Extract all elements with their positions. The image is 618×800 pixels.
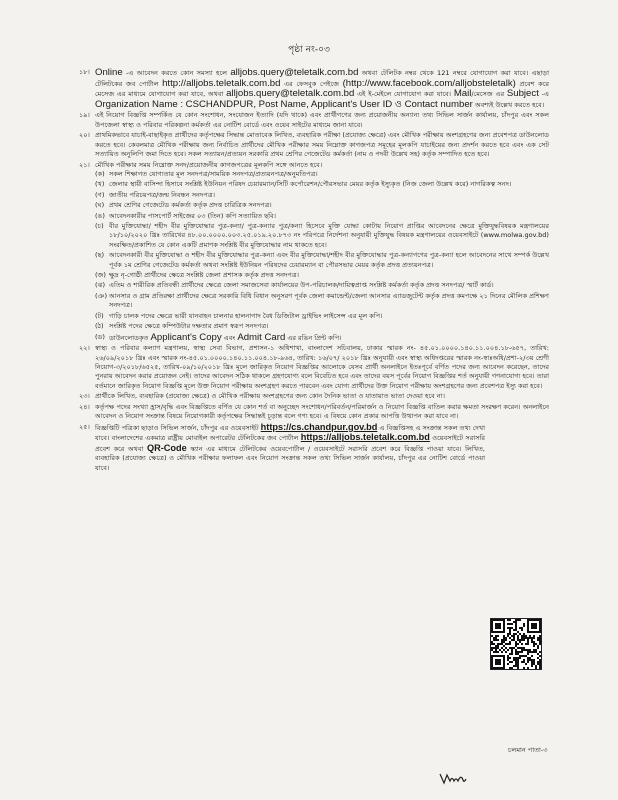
sub-item [95, 271, 549, 280]
item-number: ২২। [79, 344, 90, 353]
text-run: Mail [453, 88, 472, 99]
text-run: http://alljobs.teletalk.com.bd [162, 77, 281, 89]
sub-item [95, 180, 549, 189]
list-item [79, 161, 549, 343]
text-run: অবশ্যই উল্লেখ করতে হবে। [472, 100, 545, 109]
item-number: ২৪। [79, 403, 90, 411]
sub-item-label: (ঘ) [95, 201, 105, 210]
text-run: এই নিয়োগ বিজ্ঞপ্তি সম্পর্কিত যে কোন সংশোধন, সংযোজন ইত্যাদি (যদি থাকে) এবং প্রার্থীগণের জন্য প্রয়োজনীয় অন্যান্য তথ্য সিভিল সার্জন কার্যালয়, চাঁদপুর এবং সকল উপজেলা স্বাস্থ্য ও পরিবার পরিকল্পনা কর্মকর্তা এর নোটিশ বোর্ডে এবং ওয়েব সাইটের মাধ্যমে জানা যাবে। [95, 111, 549, 129]
item-text [95, 68, 549, 110]
sub-item-label: (ক) [95, 170, 105, 178]
list-item [79, 423, 549, 473]
text-run: প্রবেশ করে মেসেজ এর মাধ্যমে যোগাযোগ করা যাবে, অথবা [95, 79, 549, 98]
list-item [79, 344, 549, 391]
sub-list [95, 170, 549, 343]
qr-code-icon [491, 619, 541, 669]
text-run: -এ আবেদন করতে কোন সমস্যা হলে [122, 69, 231, 77]
sub-item-label: (ছ) [95, 251, 105, 260]
sub-item-text: আবেদনকারী বীর মুক্তিযোদ্ধা ও শহীদ বীর মুক্তিযোদ্ধার পুত্র-কন্যা এবং বীর মুক্তিযোদ্ধা/শহীদ বীর মুক্তিযোদ্ধার পুত্র-কন্যাগণের পুত্র-কন্যা হলে আবেদনের সাথে সম্পর্ক উল্লেখ পূর্বক ১ম শ্রেণির গেজেটেড কর্মকর্তা অথবা সংশ্লিষ্ট ইউনিয়ন পরিষদের চেয়ারম্যান বা পৌরসভার মেয়র কর্তৃক প্রদত্ত প্রত্যয়নপত্র। [109, 251, 549, 269]
text-run: alljobs.query@teletalk.com.bd [226, 88, 355, 99]
text-run: Organization Name : CSCHANDPUR, Post Name, Applicant's User ID ও Contact number [95, 98, 473, 110]
item-text [95, 344, 549, 391]
sub-item-text: আনসার ও গ্রাম প্রতিরক্ষা প্রার্থীদের ক্ষেত্রে সরকারি বিধি বিধান অনুসরণ পূর্বক জেলা কমান্ডেন্ট/জেলা আনসার এ্যাডজুটেন্ট কর্তৃক প্রদত্ত কমপক্ষে ২১ দিনের মৌলিক প্রশিক্ষণ সনদপত্র। [109, 291, 549, 310]
text-run: এই ই-মেইলে যোগাযোগ করা যাবে। [354, 90, 454, 98]
sub-item [95, 333, 549, 344]
item-number: ২০। [79, 131, 90, 140]
item-text [95, 423, 485, 473]
sub-item-text: গাড়ি চালক পদের ক্ষেত্রে ভারী যানবাহন চালনার হালনাগাদ বৈধ ডিজিটাল ড্রাইভিং লাইসেন্স এর মূল কপি। [109, 311, 383, 320]
sub-item-text: ক্ষুদ্র নৃ-গোষ্ঠী প্রার্থীদের ক্ষেত্রে সংশ্লিষ্ট জেলা প্রশাসক কর্তৃক প্রদত্ত সনদপত্র। [109, 271, 300, 280]
text-run: প্রার্থীকে লিখিত, ব্যবহারিক (প্রযোজ্য ক্ষেত্রে) ও মৌখিক পরীক্ষায় অংশগ্রহণের জন্য কোন দৈনিক ভাতা ও যাতায়াত ভাতা দেওয়া হবে না। [95, 392, 445, 401]
sub-item-text: প্রথম শ্রেণির গেজেটেড কর্মকর্তা কর্তৃক প্রদত্ত চারিত্রিক সনদপত্র। [109, 201, 272, 210]
text-run: Subject [506, 88, 539, 99]
sub-item [95, 251, 549, 270]
list-item [79, 403, 549, 422]
text-run: alljobs.query@teletalk.com.bd [230, 67, 359, 78]
item-text [95, 131, 549, 159]
item-text [95, 403, 549, 422]
text-run: -এ [538, 90, 549, 98]
text-run: এর ফেসবুক পেইজে [280, 79, 343, 88]
text-run: প্রাথমিকভাবে যাচাই-বাছাইকৃত প্রার্থীদের কর্তৃপক্ষের সিদ্ধান্ত মোতাবেক লিখিত, ব্যবহারিক পরীক্ষা (প্রযোজ্য ক্ষেত্রে) এবং মৌখিক পরীক্ষায় অংশগ্রহণের জন্য প্রবেশপত্র ডাউনলোড করতে হবে। কেবলমাত্র মৌখিক পরীক্ষায় জন্য নির্বাচিত প্রার্থীদের মৌখিক পরীক্ষার সময় নিম্নোক্ত কাগজপত্র সমূহের মূলকপি যাচাইয়ের জন্য প্রদর্শন করতে হবে এবং এক সেট সত্যায়িত অনুলিপি জমা দিতে হবে। সকল সত্যায়ন/প্রত্যয়ন সরকারি প্রথম শ্রেণির গেজেটেড কর্মকর্তা (নাম ও পদবী উল্লেখ সহ) কর্তৃক সম্পাদিত হতে হবে। [95, 131, 549, 158]
text-run: QR-Code [146, 442, 187, 453]
continued-note: চলমান পাতা-৩ [508, 746, 548, 754]
list-item [79, 131, 549, 159]
sub-item [95, 212, 549, 221]
text-run: স্ক্যান এর মাধ্যমে টেলিটকের ওয়েবপোর্টাল / ওয়েবসাইটে সরাসরি প্রবেশ করে বিজ্ঞপ্তি পাওয়া যাবে। লিখিত, ব্যবহারিক (প্রযোজ্য ক্ষেত্রে) ও মৌখিক পরীক্ষার ফলাফল এবং নিয়োগ সংক্রান্ত সকল তথ্য সিভিল সার্জন কার্যালয়, চাঁদপুর এর নোটিশ বোর্ডে পাওয়া যাবে। [95, 444, 485, 472]
signature [438, 770, 468, 786]
text-run: এর রঙিন প্রিন্ট কপি। [285, 333, 342, 342]
sub-item-text: আবেদনকারীর পাসপোর্ট সাইজের ০৩ (তিন) কপি সত্যায়িত ছবি। [109, 211, 277, 220]
sub-item-text: জাতীয় পরিচয়পত্র/জন্ম নিবন্ধন সনদপত্র। [109, 190, 216, 199]
page-number: পৃষ্ঠা নং-০৩ [288, 45, 330, 55]
text-run: ওয়েবসাইটে সরাসরি প্রবেশ করে অথবা [95, 434, 486, 453]
sub-item-label: (জ) [95, 271, 106, 280]
sub-item [95, 201, 549, 210]
sub-item-label: (ঝ) [95, 281, 106, 290]
item-number: ২৩। [79, 392, 90, 401]
sub-item-text: এতিম ও শারীরিক প্রতিবন্ধী প্রার্থীদের ক্ষেত্রে জেলা সমাজসেবা কার্যালয়ের উপ-পরিচালক/দায়িত্বপ্রাপ্ত সংশ্লিষ্ট কর্মকর্তা কর্তৃক প্রদত্ত সনদপত্র/ স্মার্ট কার্ড। [109, 281, 494, 290]
sub-item [95, 191, 549, 200]
sub-item-label: (ড) [95, 332, 105, 341]
text-run: বিজ্ঞপ্তিটি পত্রিকা ছাড়াও সিভিল সার্জন, চাঁদপুর এর ওয়েবসাইট [95, 424, 261, 432]
text-run: মৌখিক পরীক্ষার সময় নিম্নোক্ত সনদ/প্রয়োজনীয় কাগজপত্রের মূলকপি সঙ্গে আনতে হবে। [95, 160, 323, 169]
list-item [79, 392, 549, 401]
sub-item-text [109, 331, 342, 343]
sub-item-label: (ট) [95, 311, 104, 320]
text-run: কর্তৃপক্ষ পদের সংখ্যা হ্রাস/বৃদ্ধি এবং বিজ্ঞপ্তিতে বর্ণিত যে কোন শর্ত বা অনুচ্ছেদ সংশোধন/পরিবর্তন/পরিমার্জন ও নিয়োগ বিজ্ঞপ্তি বাতিল করার ক্ষমতা সংরক্ষণ করেন। অনলাইনে আবেদন ও নিয়োগ সংক্রান্ত বিষয়ে নিয়োগকারী কর্তৃপক্ষের সিদ্ধান্তই চূড়ান্ত বলে গণ্য হবে। এ বিষয়ে কোন প্রকার আপত্তি উত্থাপন করা যাবে না। [95, 403, 549, 421]
sub-item-text: সকল শিক্ষাগত যোগ্যতার মূল সনদপত্র/সাময়িক সনদপত্র/প্রত্যয়নপত্র/অনুমতিপত্র। [109, 170, 318, 178]
sub-item [95, 312, 549, 321]
list-item [79, 68, 549, 110]
text-run: /মেসেজ এর [471, 90, 507, 98]
sub-item [95, 170, 549, 179]
item-number: ১৮। [79, 68, 90, 76]
sub-item-label: (ঙ) [95, 211, 105, 220]
text-run: Applicant's Copy [150, 331, 222, 343]
text-run[interactable]: https://cs.chandpur.gov.bd [260, 422, 378, 432]
text-run: অথবা টেলিটক নম্বর থেকে 121 নম্বরে যোগাযোগ করা যাবে। এছাড়া টেলিটকের জব পোর্টাল [95, 69, 549, 88]
item-text [95, 111, 549, 130]
text-run: Online [95, 67, 123, 78]
sub-item-label: (ঞ) [95, 291, 108, 300]
text-run[interactable]: https://alljobs.teletalk.com.bd [300, 432, 430, 443]
text-run: স্বাস্থ্য ও পরিবার কল্যাণ মন্ত্রণালয়, স্বাস্থ্য সেবা বিভাগ, প্রশাসন-১ অধিশাখা, বাংলাদেশ সচিবালয়, ঢাকার স্মারক নং- ৪৫.০১.০০০০.১৪০.১১.০০৪.১৮-৬৫৭, তারিখ: ২৬/০৯/২০১৮ খ্রিঃ এবং স্মারক নং-৪৫.০১.০০০০.১৪০.১১.০০৪.১৮-৯৬৪, তারিখ: ১৬/০৭/ ২০১৮ খ্রিঃ অনুযায়ী এবং স্বাস্থ্য অধিদপ্তরের স্মারক নং-স্বাঃঅধি/প্রশা-২/৩য় শ্রেণী নিয়োগ-৩/২০১৮/৬৫২৫, তারিখ-০৯/১০/২০১৮ খ্রিঃ মূলে জারিকৃত নিয়োগ বিজ্ঞপ্তির আলোকে যেসব প্রার্থী অনলাইনে ইতঃপূর্বে বর্ণিত পদের জন্য আবেদন করেছেন, তাদের পুনরায় আবেদন করার প্রয়োজন নেই। তাদের আবেদন সঠিক থাকলে গ্রহণযোগ্য বলে বিবেচিত হবে এবং তাদের বয়স পূর্বের নিয়োগ বিজ্ঞপ্তির শর্ত অনুযায়ী গণনাযোগ্য হবে। তারা বর্তমানে জারিকৃত নিয়োগ বিজ্ঞপ্তি মূলে উক্ত নিয়োগ পরীক্ষায় অংশগ্রহণ করতে পারবেন এবং যোগ্য প্রার্থীদের উক্ত নিয়োগ পরীক্ষায় অংশগ্রহণের জন্য প্রবেশপত্র ইস্যু করা হবে। [95, 344, 549, 390]
text-run: এ বিজ্ঞপ্তিসহ এ সংক্রান্ত সকল তথ্য দেখা যাবে। বাংলাদেশের একমাত্র রাষ্ট্রীয় মোবাইল অপারেটর টেলিটকের জব পোর্টাল [95, 424, 485, 443]
item-text [95, 392, 549, 401]
sub-item [95, 322, 549, 331]
sub-item-label: (গ) [95, 190, 105, 199]
sub-item-text: জেলার স্থায়ী বাসিন্দা হিসাবে সংশ্লিষ্ট ইউনিয়ন পরিষদ চেয়ারম্যান/সিটি কর্পোরেশন/পৌরসভার মেয়র কর্তৃক ইস্যুকৃত (নিজ জেলা উল্লেখ করে) নাগরিকত্ব সনদ। [109, 180, 512, 189]
text-run: এবং [221, 333, 238, 342]
sub-item [95, 281, 549, 290]
instruction-list [79, 68, 549, 474]
item-text [95, 161, 549, 170]
sub-item-label: (খ) [95, 180, 105, 189]
item-number: ২১। [79, 160, 90, 169]
sub-item [95, 292, 549, 311]
item-number: ১৯। [79, 111, 90, 120]
text-run: (http://www.facebook.com/alljobsteletalk) [342, 77, 516, 89]
sub-item [95, 222, 549, 250]
item-number: ২৫। [79, 423, 90, 431]
list-item [79, 111, 549, 130]
sub-item-text: বীর মুক্তিযোদ্ধা/ শহীদ বীর মুক্তিযোদ্ধার পুত্র-কন্যা/ পুত্র-কন্যার পুত্র/কন্যা হিসেবে মুক্তি যোদ্ধা কোটায় নিয়োগ প্রাপ্তির আবেদনের ক্ষেত্রে মুক্তিযুদ্ধবিষয়ক মন্ত্রণালয়ের ১৮/১০/২০২০ খ্রিঃ তারিখের ৪৮.০০.০০০০.০০৩.২৫.০১৯.২০.৮৭৩ নং পরিপত্রে নির্দেশনা অনুযায়ী মুক্তিযুদ্ধ বিষয়ক মন্ত্রণালয়ের ওয়েবসাইটে (www.molwa.gov.bd) সংরক্ষিত/প্রকাশিত যে কোন একটি প্রমাণক সংশ্লিষ্ট বীর মুক্তিযোদ্ধার নাম থাকতে হবে। [109, 222, 549, 249]
text-run: ডাউনলোডকৃত [109, 333, 151, 342]
text-run: Admit Card [237, 331, 286, 343]
qr-code[interactable] [490, 618, 542, 670]
sub-item-label: (ঠ) [95, 322, 104, 331]
sub-item-label: (চ) [95, 222, 104, 231]
sub-item-text: সংশ্লিষ্ট পদের ক্ষেত্রে কম্পিউটার দক্ষতার প্রমাণ স্বরূপ সনদপত্র। [109, 322, 269, 331]
